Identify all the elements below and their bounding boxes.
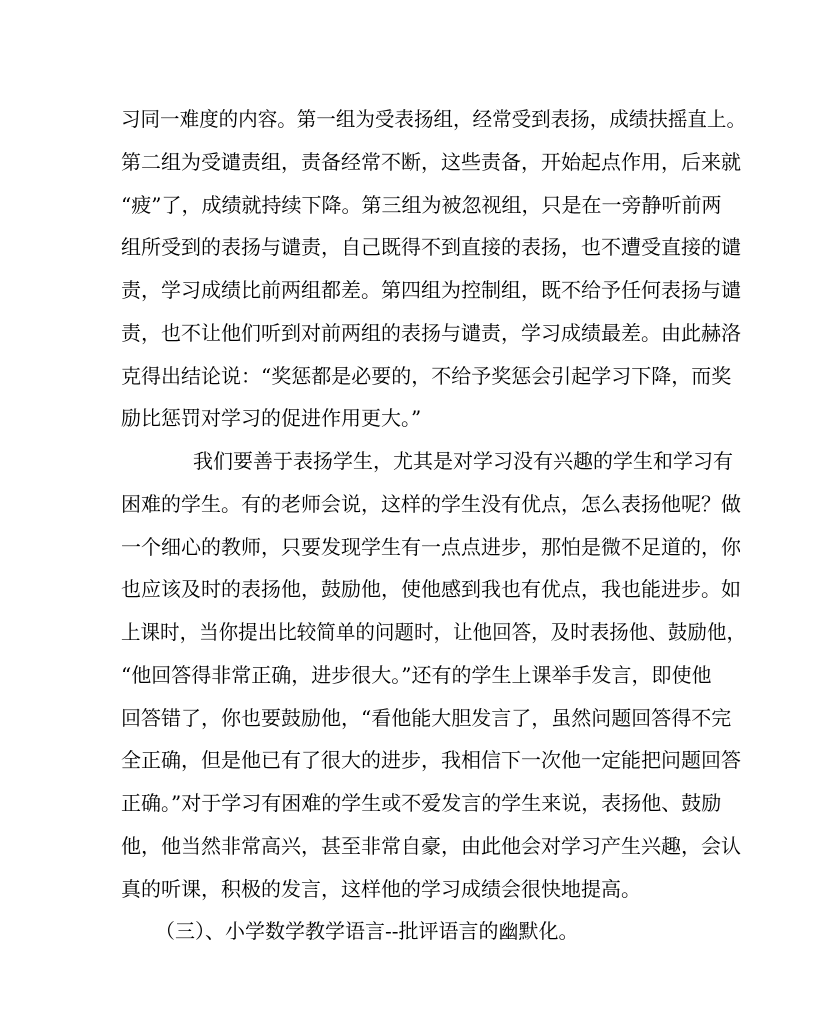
line-text: 一个细心的教师，只要发现学生有一点点进步，那怕是微不足道的，你 (121, 535, 741, 559)
text-line (0, 743, 816, 777)
line-text: 正确。”对于学习有困难的学生或不爱发言的学生来说，表扬他、鼓励 (121, 791, 722, 815)
text-line (0, 658, 816, 692)
line-text: 上课时，当你提出比较简单的问题时，让他回答，及时表扬他、鼓励他， (121, 620, 746, 644)
text-line (0, 786, 816, 820)
text-line (0, 316, 816, 350)
line-text: 第二组为受谴责组，责备经常不断，这些责备，开始起点作用，后来就 (121, 150, 741, 174)
text-line (0, 872, 816, 906)
text-line (0, 487, 816, 521)
text-line (0, 615, 816, 649)
line-text: 责，也不让他们听到对前两组的表扬与谴责，学习成绩最差。由此赫洛 (121, 321, 741, 345)
line-text: 组所受到的表扬与谴责，自己既得不到直接的表扬，也不遭受直接的谴 (121, 235, 741, 259)
text-line (0, 701, 816, 735)
line-text: “他回答得非常正确，进步很大。”还有的学生上课举手发言，即使他 (121, 663, 712, 687)
line-text: 他，他当然非常高兴，甚至非常自豪，由此他会对学习产生兴趣，会认 (121, 834, 741, 858)
text-line (0, 829, 816, 863)
text-line (0, 145, 816, 179)
paragraph-first-line (0, 444, 816, 478)
text-line (0, 572, 816, 606)
text-line (0, 102, 816, 136)
line-text: 全正确，但是他已有了很大的进步，我相信下一次他一定能把问题回答 (121, 748, 741, 772)
text-line (0, 530, 816, 564)
text-line (0, 273, 816, 307)
line-text: 责，学习成绩比前两组都差。第四组为控制组，既不给予任何表扬与谴 (121, 278, 741, 302)
line-text: 真的听课，积极的发言，这样他的学习成绩会很快地提高。 (121, 877, 641, 901)
text-line (0, 359, 816, 393)
line-text: 困难的学生。有的老师会说，这样的学生没有优点，怎么表扬他呢？做 (121, 492, 741, 516)
section-heading-text: （三）、小学数学教学语言--批评语言的幽默化。 (155, 919, 579, 943)
text-line (0, 230, 816, 264)
line-text: 习同一难度的内容。第一组为受表扬组，经常受到表扬，成绩扶摇直上。 (121, 107, 746, 131)
line-text: 我们要善于表扬学生，尤其是对学习没有兴趣的学生和学习有 (193, 449, 733, 473)
line-text: 也应该及时的表扬他，鼓励他，使他感到我也有优点，我也能进步。如 (121, 577, 741, 601)
line-text: “疲”了，成绩就持续下降。第三组为被忽视组，只是在一旁静听前两 (121, 193, 722, 217)
line-text: 克得出结论说：“奖惩都是必要的，不给予奖惩会引起学习下降，而奖 (121, 364, 732, 388)
line-text: 回答错了，你也要鼓励他，“看他能大胆发言了，虽然问题回答得不完 (121, 706, 732, 730)
text-line (0, 401, 816, 435)
text-line (0, 188, 816, 222)
section-heading (0, 914, 816, 948)
line-text: 励比惩罚对学习的促进作用更大。” (121, 406, 422, 430)
